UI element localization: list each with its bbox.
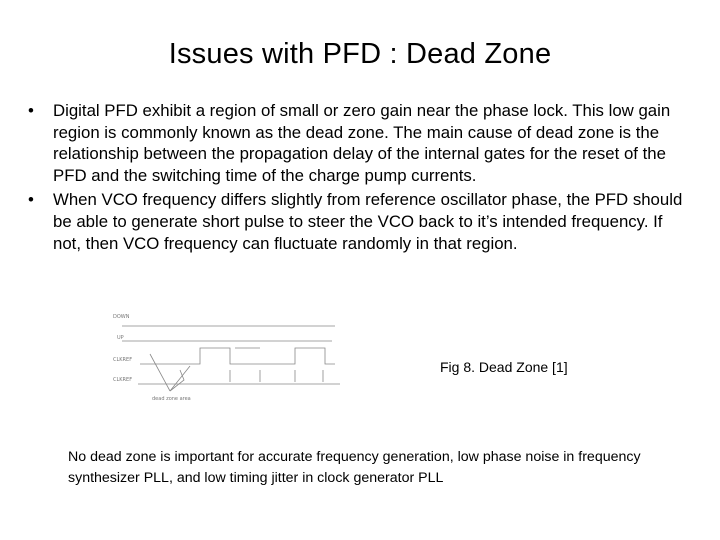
bullet-item: [28, 189, 688, 254]
timing-diagram: [110, 308, 345, 403]
bullet-text: Digital PFD exhibit a region of small or zero gain near the phase lock. This low gain region is commonly known as the dead zone. The main cause of dead zone is the relationship between the propagation delay of the internal gates for the reset of the PFD and the switching time of the charge pump currents.: [53, 101, 671, 185]
arrow-line: [150, 354, 170, 391]
arrow-line: [170, 366, 190, 391]
bullet-list: [28, 100, 688, 257]
signal-label-down: DOWN: [113, 314, 130, 320]
signal-label-clkref-2: CLKREF: [113, 377, 133, 383]
bullet-marker: •: [28, 101, 34, 120]
bullet-marker: •: [28, 190, 34, 210]
figure-caption: Fig 8. Dead Zone [1]: [440, 359, 568, 375]
dead-zone-figure: [110, 308, 345, 403]
summary-note: No dead zone is important for accurate frequency generation, low phase noise in frequency synthesizer PLL, and low timing jitter in clock generator PLL: [68, 449, 641, 486]
bullet-item: [28, 100, 688, 186]
bullet-text: When VCO frequency differs slightly from reference oscillator phase, the PFD should be able to generate short pulse to steer the VCO back to it’s intended frequency. If not, then VCO frequency can fluctuate randomly in that region.: [53, 190, 683, 253]
signal-label-up: UP: [117, 335, 124, 341]
slide-title: Issues with PFD : Dead Zone: [168, 38, 552, 70]
dead-zone-annotation: dead zone area: [152, 396, 191, 402]
signal-label-clkref-1: CLKREF: [113, 357, 133, 363]
clkref-waveform: [140, 348, 335, 364]
